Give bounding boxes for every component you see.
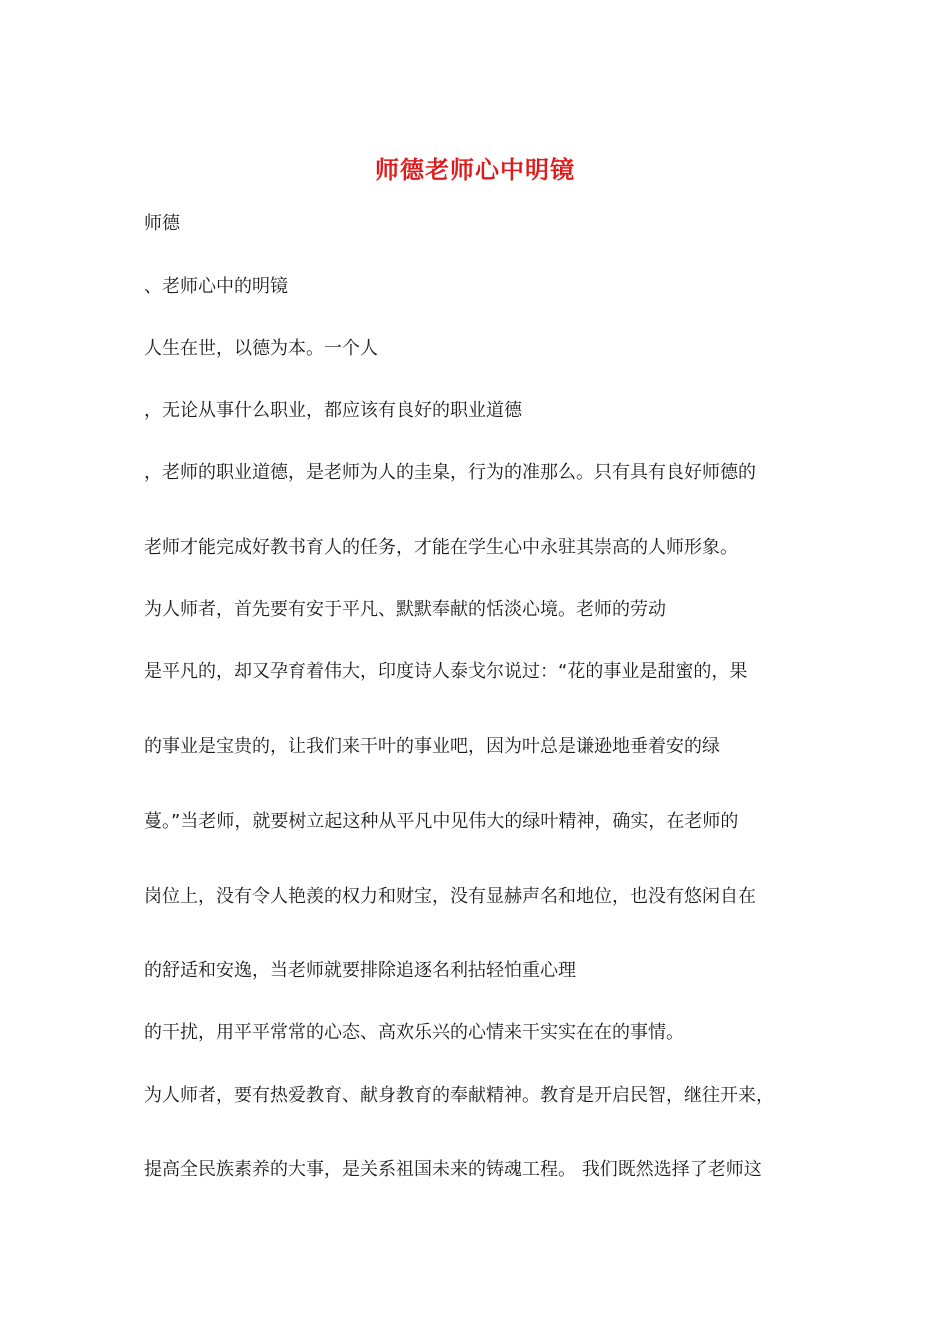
text-line-10: 蔓。”当老师，就要树立起这种从平凡中见伟大的绿叶精神，确实，在老师的 — [144, 811, 739, 832]
text-line-13: 的干扰，用平平常常的心态、高欢乐兴的心情来干实实在在的事情。 — [144, 1022, 684, 1043]
text-line-7: 为人师者，首先要有安于平凡、默默奉献的恬淡心境。老师的劳动 — [144, 599, 666, 620]
text-line-2: 、老师心中的明镜 — [144, 276, 288, 297]
document-title: 师德老师心中明镜 — [375, 156, 575, 184]
text-line-8: 是平凡的，却又孕育着伟大，印度诗人泰戈尔说过：“花的事业是甜蜜的，果 — [144, 661, 748, 682]
text-line-9: 的事业是宝贵的，让我们来干叶的事业吧，因为叶总是谦逊地垂着安的绿 — [144, 736, 720, 757]
text-line-5: ，老师的职业道德，是老师为人的圭臬，行为的准那么。只有具有良好师德的 — [144, 462, 756, 483]
text-line-15: 提高全民族素养的大事，是关系祖国未来的铸魂工程。 我们既然选择了老师这 — [144, 1159, 762, 1180]
text-line-12: 的舒适和安逸，当老师就要排除追逐名利拈轻怕重心理 — [144, 960, 576, 981]
text-line-4: ，无论从事什么职业，都应该有良好的职业道德 — [144, 400, 522, 421]
text-line-11: 岗位上，没有令人艳羡的权力和财宝，没有显赫声名和地位，也没有悠闲自在 — [144, 886, 756, 907]
text-line-3: 人生在世，以德为本。一个人 — [144, 338, 378, 359]
text-line-6: 老师才能完成好教书育人的任务，才能在学生心中永驻其崇高的人师形象。 — [144, 537, 738, 558]
text-line-14: 为人师者，要有热爱教育、献身教育的奉献精神。教育是开启民智，继往开来， — [144, 1085, 774, 1106]
text-line-1: 师德 — [144, 213, 180, 234]
